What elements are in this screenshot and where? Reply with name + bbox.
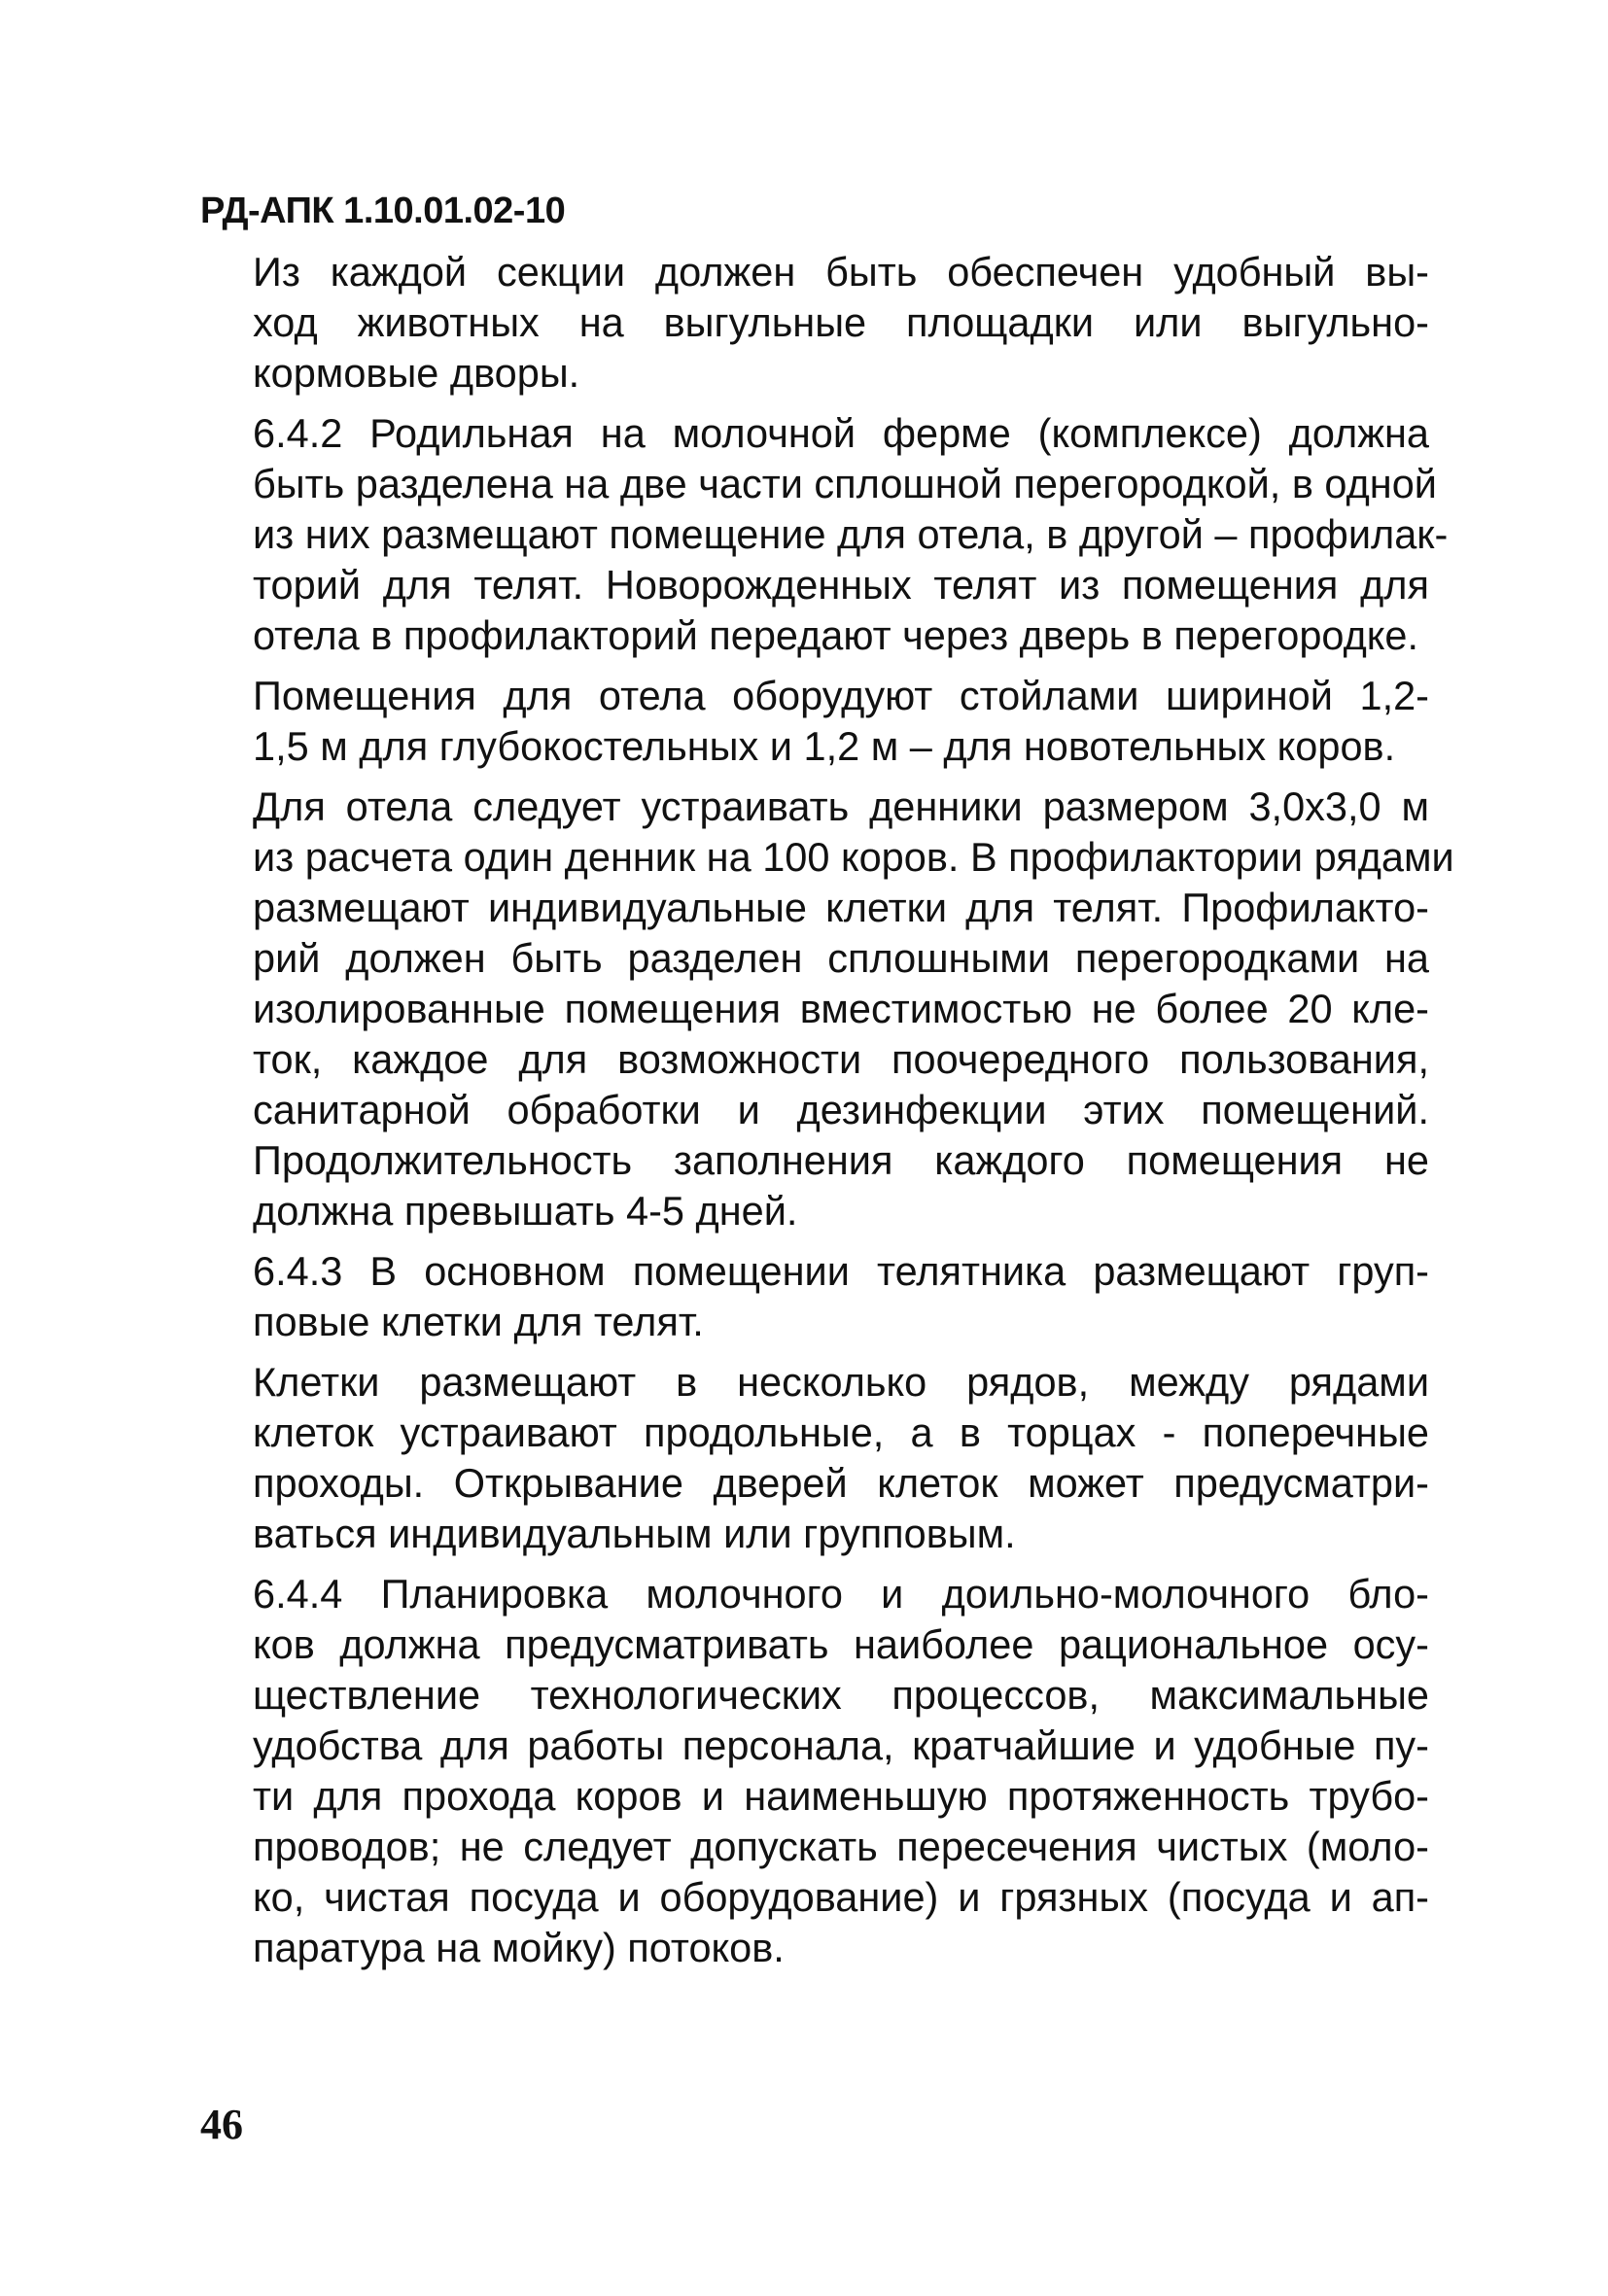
paragraph	[200, 247, 1429, 399]
body-text	[200, 247, 1454, 1983]
text-line: кормовые дворы.	[253, 350, 580, 396]
paragraph	[200, 782, 1454, 1236]
text-line: санитарной обработки и дезинфекции этих помещений.	[253, 1087, 1429, 1132]
text-line: размещают индивидуальные клетки для телят. Профилакто-	[253, 885, 1429, 930]
text-line: ществление технологических процессов, максимальные	[253, 1672, 1429, 1718]
paragraph	[200, 671, 1429, 772]
paragraph	[200, 1569, 1429, 1973]
text-line: 6.4.2 Родильная на молочной ферме (комплексе) должна	[253, 410, 1429, 456]
text-line: торий для телят. Новорожденных телят из помещения для	[253, 562, 1429, 608]
text-line: Из каждой секции должен быть обеспечен удобный вы-	[253, 249, 1429, 295]
text-line: из расчета один денник на 100 коров. В профилактории рядами	[253, 834, 1454, 880]
paragraph	[200, 1357, 1429, 1559]
text-line: проходы. Открывание дверей клеток может предусматри-	[253, 1460, 1429, 1506]
text-line: клеток устраивают продольные, а в торцах - поперечные	[253, 1409, 1429, 1455]
document-code-header: РД-АПК 1.10.01.02-10	[200, 191, 566, 231]
text-line: повые клетки для телят.	[253, 1299, 704, 1344]
text-line: рий должен быть разделен сплошными перегородками на	[253, 935, 1429, 981]
text-line: отела в профилакторий передают через дверь в перегородке.	[253, 612, 1419, 658]
paragraph	[200, 408, 1449, 661]
text-line: изолированные помещения вместимостью не более 20 кле-	[253, 986, 1429, 1031]
text-line: должна превышать 4-5 дней.	[253, 1188, 798, 1234]
text-line: Для отела следует устраивать денники размером 3,0х3,0 м	[253, 783, 1429, 829]
text-line: из них размещают помещение для отела, в другой – профилак-	[253, 511, 1449, 557]
text-line: 1,5 м для глубокостельных и 1,2 м – для новотельных коров.	[253, 723, 1396, 769]
text-line: ход животных на выгульные площадки или выгульно-	[253, 299, 1429, 345]
text-line: ти для прохода коров и наименьшую протяженность трубо-	[253, 1773, 1429, 1819]
text-line: ваться индивидуальным или групповым.	[253, 1511, 1016, 1556]
text-line: удобства для работы персонала, кратчайшие и удобные пу-	[253, 1722, 1429, 1768]
text-line: ков должна предусматривать наиболее рациональное осу-	[253, 1621, 1429, 1667]
text-line: паратура на мойку) потоков.	[253, 1925, 785, 1970]
text-line: быть разделена на две части сплошной перегородкой, в одной	[253, 461, 1437, 506]
text-line: ко, чистая посуда и оборудование) и грязных (посуда и ап-	[253, 1874, 1429, 1920]
text-line: Клетки размещают в несколько рядов, между рядами	[253, 1359, 1429, 1405]
text-line: ток, каждое для возможности поочередного пользования,	[253, 1036, 1429, 1082]
text-line: Помещения для отела оборудуют стойлами шириной 1,2-	[253, 673, 1429, 718]
text-line: 6.4.4 Планировка молочного и доильно-молочного бло-	[253, 1571, 1429, 1617]
text-line: Продолжительность заполнения каждого помещения не	[253, 1137, 1429, 1183]
text-line: 6.4.3 В основном помещении телятника размещают груп-	[253, 1248, 1429, 1294]
text-line: проводов; не следует допускать пересечения чистых (моло-	[253, 1824, 1429, 1869]
paragraph	[200, 1246, 1429, 1347]
page-number: 46	[200, 2101, 243, 2148]
